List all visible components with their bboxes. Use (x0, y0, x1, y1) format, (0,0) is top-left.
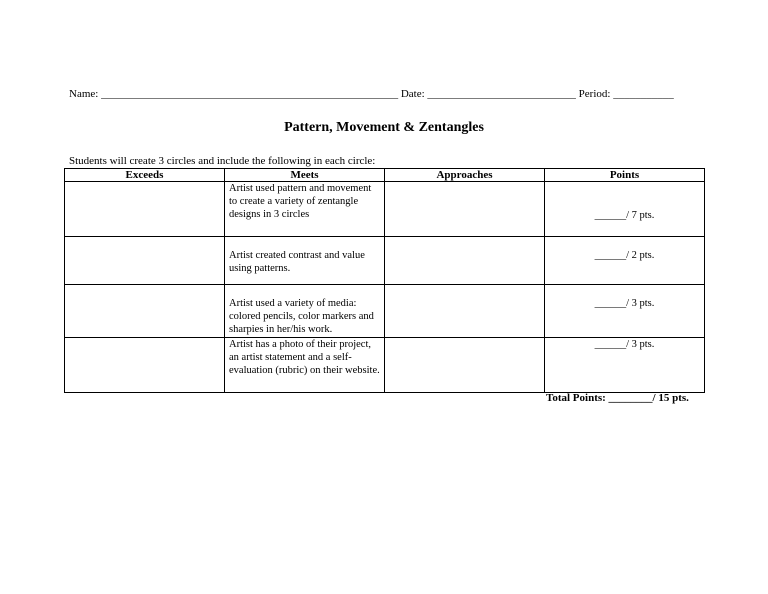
period-blank: ___________ (613, 88, 674, 100)
total-points: Total Points: ________/ 15 pts. (546, 392, 689, 404)
date-label: Date: (400, 88, 425, 100)
points-value: ______/ 7 pts. (594, 210, 655, 221)
points-cell (545, 237, 705, 285)
page-title: Pattern, Movement & Zentangles (284, 120, 484, 135)
period-label: Period: (578, 88, 611, 100)
meets-cell (225, 237, 385, 285)
approaches-cell (385, 237, 545, 285)
exceeds-cell (65, 182, 225, 237)
table-row (65, 338, 705, 393)
meets-cell: Artist has a photo of their project, an artist statement and a self-evaluation (rubric) on their website. (225, 338, 385, 393)
meets-cell (225, 285, 385, 338)
column-header-points: Points (545, 169, 705, 182)
table-row (65, 182, 705, 237)
points-cell (545, 182, 705, 237)
rubric-table (64, 168, 705, 393)
meets-cell: Artist used pattern and movement to create a variety of zentangle designs in 3 circles (225, 182, 385, 237)
table-header-row (65, 169, 705, 182)
approaches-cell (385, 182, 545, 237)
table-row (65, 285, 705, 338)
points-value: ______/ 3 pts. (594, 298, 655, 309)
meets-text: Artist used a variety of media: colored pencils, color markers and sharpies in her/his work. (229, 298, 374, 335)
column-header-meets: Meets (225, 169, 385, 182)
exceeds-cell (65, 285, 225, 338)
date-blank: ___________________________ (427, 88, 576, 100)
instructions-text: Students will create 3 circles and include the following in each circle: (69, 155, 376, 167)
points-cell: ______/ 3 pts. (545, 338, 705, 393)
name-label: Name: (69, 88, 99, 100)
exceeds-cell (65, 237, 225, 285)
header-fields (69, 87, 709, 101)
meets-text: Artist created contrast and value using patterns. (229, 250, 365, 274)
points-value: ______/ 2 pts. (594, 250, 655, 261)
exceeds-cell (65, 338, 225, 393)
column-header-approaches: Approaches (385, 169, 545, 182)
column-header-exceeds: Exceeds (65, 169, 225, 182)
points-cell (545, 285, 705, 338)
approaches-cell (385, 338, 545, 393)
table-row (65, 237, 705, 285)
name-blank: ______________________________________________________ (101, 88, 399, 100)
approaches-cell (385, 285, 545, 338)
